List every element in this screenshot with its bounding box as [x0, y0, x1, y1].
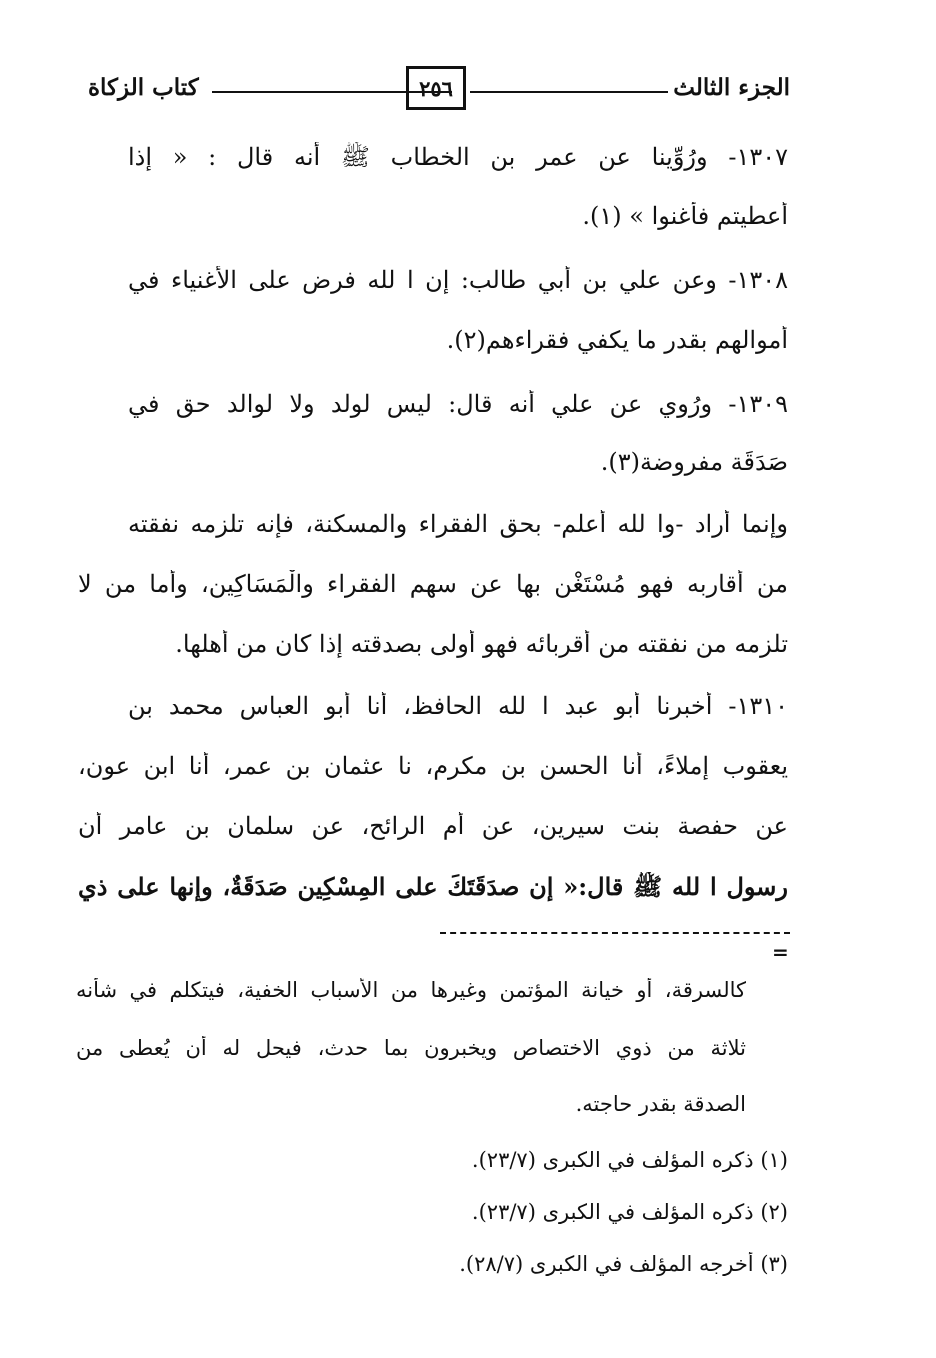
page-number: ٢٥٦	[406, 66, 466, 110]
text-line: ١٣١٠- أخبرنا أبو عبد ا لله الحافظ، أنا أبو العباس محمد بن	[128, 692, 788, 720]
text-line: من أقاربه فهو مُسْتَغْنٍ بها عن سهم الفقراء والْمَسَاكِين، وأما من لا	[78, 570, 788, 598]
footnote-3: (٣) أخرجه المؤلف في الكبرى (٢٨/٧).	[459, 1252, 788, 1276]
footnote-continuation-line: كالسرقة، أو خيانة المؤتمن وغيرها من الأسباب الخفية، فيتكلم في شأنه	[76, 978, 746, 1002]
text-line: ١٣٠٧- ورُوِّينا عن عمر بن الخطاب ﷺ أنه قال : « إذا	[128, 143, 788, 171]
text-line: ١٣٠٨- وعن علي بن أبي طالب: إن ا لله فرض على الأغنياء في	[128, 266, 788, 294]
footnote-2: (٢) ذكره المؤلف في الكبرى (٢٣/٧).	[471, 1200, 788, 1224]
book-title: كتاب الزكاة	[88, 74, 199, 101]
text-line: أعطيتم فأغنوا » (١).	[582, 202, 788, 230]
volume-title: الجزء الثالث	[673, 74, 790, 101]
footnote-1: (١) ذكره المؤلف في الكبرى (٢٣/٧).	[471, 1148, 788, 1172]
text-line: تلزمه من نفقته من أقربائه فهو أولى بصدقته إذا كان من أهلها.	[175, 630, 788, 658]
text-line: ١٣٠٩- ورُوِي عن علي أنه قال: ليس لولد ولا لوالد حق في	[128, 390, 788, 418]
text-line: صَدَقَة مفروضة(٣).	[600, 448, 788, 476]
hadith-line: رسول ا لله ﷺ قال:« إن صدَقَتَكَ على المِسْكِين صَدَقَةٌ، وإنها على ذي	[78, 872, 788, 901]
text-line: وإنما أراد -وا لله أعلم- بحق الفقراء والمسكنة، فإنه تلزمه نفقته	[128, 510, 788, 538]
text-line: عن حفصة بنت سيرين، عن أم الرائح، عن سلمان بن عامر أن	[78, 812, 788, 840]
footnote-continuation-line: ثلاثة من ذوي الاختصاص ويخبرون بما حدث، فيحل له أن يُعطى من	[76, 1036, 746, 1060]
continuation-mark: =	[772, 940, 789, 964]
text-line: يعقوب إملاءً، أنا الحسن بن مكرم، نا عثمان بن عمر، أنا ابن عون،	[78, 752, 788, 780]
header-rule-left	[212, 91, 452, 93]
page-header	[80, 66, 792, 116]
text-line: أموالهم بقدر ما يكفي فقراءهم(٢).	[446, 326, 788, 354]
footnote-separator	[440, 932, 790, 934]
header-rule-right	[470, 91, 668, 93]
footnote-continuation-line: الصدقة بقدر حاجته.	[575, 1092, 746, 1116]
